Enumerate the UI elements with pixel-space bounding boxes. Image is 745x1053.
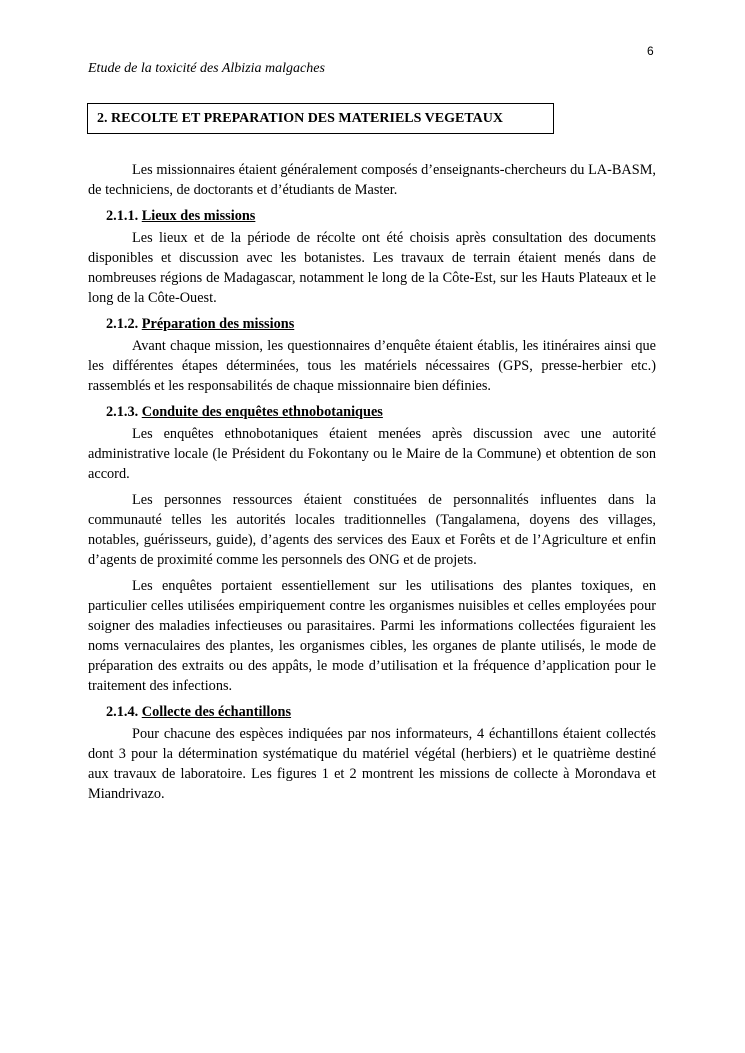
subsection-title: Préparation des missions — [141, 316, 295, 332]
subsection-title: Lieux des missions — [141, 208, 256, 224]
subsection-number: 2.1.2. — [106, 316, 139, 332]
paragraph: Avant chaque mission, les questionnaires d’enquête étaient établis, les itinéraires ainsi que les différentes étapes déterminées, tous les matériels nécessaires (GPS, presse-herbier etc.) rassemblés et les responsabilités de chaque missionnaire bien définies. — [88, 338, 656, 394]
subsection-heading-lieux — [88, 206, 656, 227]
subsection-title: Collecte des échantillons — [141, 704, 292, 720]
subsection-number: 2.1.3. — [106, 404, 139, 420]
subsection-number: 2.1.1. — [106, 208, 139, 224]
paragraph: Les personnes ressources étaient constituées de personnalités influentes dans la communauté telles les autorités locales traditionnelles (Tangalamena, doyens des villages, notables, guérisseurs, guide), d’agents des services des Eaux et Forêts et de l’Agriculture et enfin d’agents de proximité comme les personnels des ONG et de projets. — [88, 492, 656, 568]
subsection-heading-conduite — [88, 402, 656, 423]
intro-paragraph: Les missionnaires étaient généralement composés d’enseignants-chercheurs du LA-BASM, de techniciens, de doctorants et d’étudiants de Master. — [88, 162, 656, 198]
body-text — [88, 160, 656, 804]
paragraph: Les lieux et de la période de récolte ont été choisis après consultation des documents disponibles et discussion avec les botanistes. Les travaux de terrain étaient menés dans de nombreuses régions de Madagascar, notamment le long de la Côte-Est, sur les Hauts Plateaux et le long de la Côte-Ouest. — [88, 230, 656, 306]
section-title: 2. RECOLTE ET PREPARATION DES MATERIELS VEGETAUX — [97, 111, 503, 126]
page-number: 6 — [647, 44, 654, 58]
subsection-title: Conduite des enquêtes ethnobotaniques — [141, 404, 383, 420]
section-title-box — [87, 103, 554, 134]
paragraph: Pour chacune des espèces indiquées par nos informateurs, 4 échantillons étaient collectés dont 3 pour la détermination systématique du matériel végétal (herbiers) et le quatrième destiné aux travaux de laboratoire. Les figures 1 et 2 montrent les missions de collecte à Morondava et Miandrivazo. — [88, 726, 656, 802]
paragraph: Les enquêtes ethnobotaniques étaient menées après discussion avec une autorité administrative locale (le Président du Fokontany ou le Maire de la Commune) et obtention de son accord. — [88, 426, 656, 482]
subsection-heading-preparation — [88, 314, 656, 335]
subsection-heading-collecte — [88, 702, 656, 723]
paragraph: Les enquêtes portaient essentiellement sur les utilisations des plantes toxiques, en particulier celles utilisées empiriquement contre les organismes nuisibles et celles employées pour soigner des maladies infectieuses ou parasitaires. Parmi les informations collectées figuraient les noms vernaculaires des plantes, les organismes cibles, les organes de plante utilisés, le mode de préparation des extraits ou des appâts, le mode d’utilisation et la fréquence d’application pour le traitement des infections. — [88, 578, 656, 694]
running-header: Etude de la toxicité des Albizia malgaches — [88, 61, 325, 76]
subsection-number: 2.1.4. — [106, 704, 139, 720]
